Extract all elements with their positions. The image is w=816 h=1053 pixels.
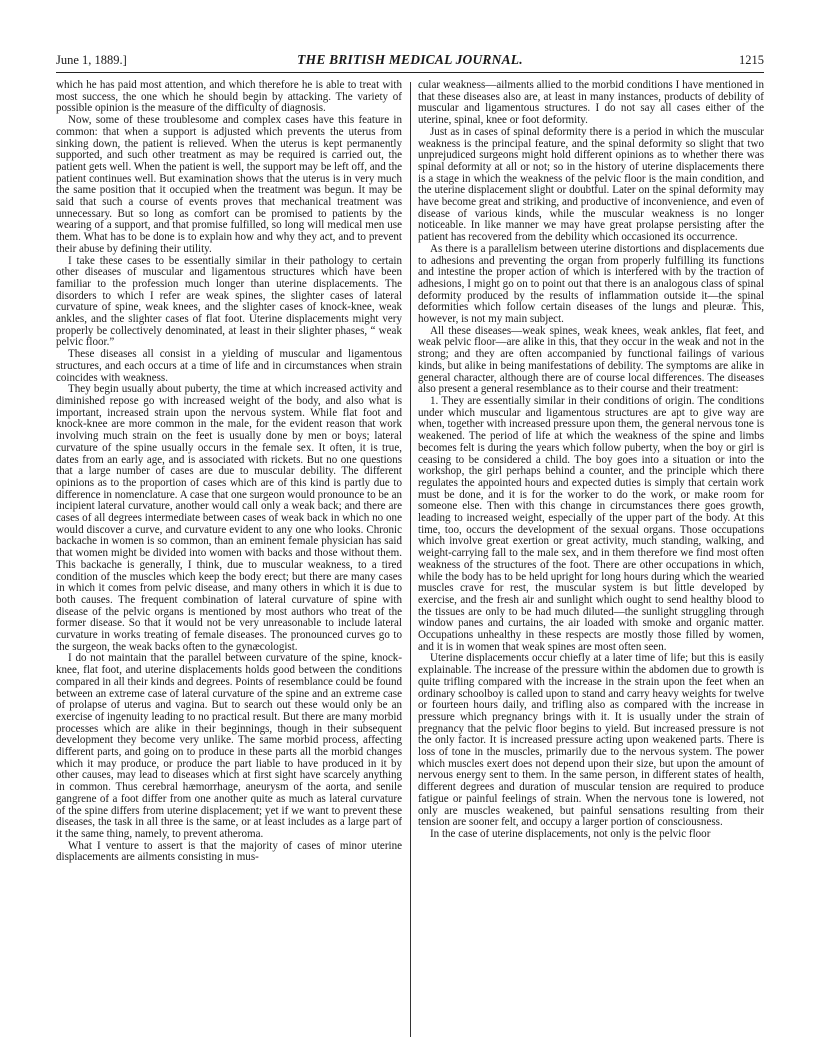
journal-title: THE BRITISH MEDICAL JOURNAL. [297,52,523,67]
paragraph: Just as in cases of spinal deformity there is a period in which the muscular weakness is the principal feature, and the spinal deformity so slight that two unprejudiced surgeons might hold different opinions as to whether there was spinal deformity at all or not; so in the history of uterine displacements there is a stage in which the weakness of the pelvic floor is the main condition, and the uterine displacement slight or doubtful. Later on the spinal deformity may have become great and striking, and productive of inconvenience, and even of disease of various kinds, while the muscular weakness is no longer noticeable. In like manner we may have great prolapse persisting after the patient has recovered from the debility which occasioned its occurrence. [418,125,764,244]
paragraph: which he has paid most attention, and which therefore he is able to treat with most success, the one which he should begin by attacking. The variety of possible opinion is the measure of the difficulty of diagnosis. [56,80,402,115]
paragraph: These diseases all consist in a yielding of muscular and ligamentous structures, and each occurs at a time of life and in circumstances when strain coincides with weakness. [56,348,402,384]
paragraph: They begin usually about puberty, the time at which increased activity and diminished repose go with increased weight of the body, and also what is important, increased strain upon the nervous system. While flat foot and knock-knee are more common in the male, for the evident reason that work involving much strain on the feet is usually done by men or boys; lateral curvature of the spine usually occurs in the female sex. It often, it is true, dates from an early age, and is associated with rickets. But no one questions that a large number of cases are due to muscular debility. The different opinions as to the proportion of cases which are of this kind is partly due to difference in nomenclature. A case that one surgeon would pronounce to be an incipient lateral curvature, another would call only a weak back; and there are cases of all degrees intermediate between cases of weak back in which no one would discover a curve, and curvature evident to any one who looks. Chronic backache in women is so common, than an eminent female physician has said that women might be divided into women with backs and those without them. This backache is generally, I think, due to muscular weakness, to a tired condition of the muscles which keep the body erect; but there are many cases in which it comes from pelvic disease, and many others in which it is due to both causes. The frequent combination of lateral curvature of spine with disease of the pelvic organs is mentioned by most authors who treat of the former disease. So that it would not be very unreasonable to include lateral curvature in works treating of female diseases. The pronounced curves go to the surgeon, the weak backs often to the gynæcologist. [56,383,402,653]
page-number: 1215 [739,53,764,67]
paragraph: Uterine displacements occur chiefly at a later time of life; but this is easily explainable. The increase of the pressure within the abdomen due to growth is quite trifling compared with the increase in the strain upon the feet when an ordinary schoolboy is called upon to stand and carry heavy weights for twelve or fourteen hours daily, and trifling also as compared with the increase in pressure which pregnancy brings with it. It is usually under the strain of pregnancy that the pelvic floor begins to yield. But increased pressure is not the only factor. It is increased pressure acting upon weakened parts. There is loss of tone in the muscles, primarily due to the nervous system. The power which muscles exert does not depend upon their size, but upon the amount of nervous energy sent to them. In the same person, in different states of health, different degrees and duration of muscular tension are required to produce fatigue or painful feelings of strain. When the nervous tone is lowered, not only are muscles weakened, but painful sensations resulting from their tension are sooner felt, and occupy a larger portion of consciousness. [418,652,764,829]
paragraph: I do not maintain that the parallel between curvature of the spine, knock-knee, flat foot, and uterine displacements holds good between the conditions compared in all their kinds and degrees. Points of resemblance could be found between an extreme case of lateral curvature of the spine and an extreme case of prolapse of uterus and vagina. But to search out these would only be an exercise of ingenuity leading to no practical result. But there are many morbid processes which are alike in their beginnings, though in their subsequent development they become very unlike. The same morbid process, affecting different parts, and going on to produce in these parts all the morbid changes which it may produce, or produce the part liable to have produced in it by other causes, may lead to diseases which at first sight have scarcely anything in common. Thus cerebral hæmorrhage, aneurysm of the aorta, and senile gangrene of a foot differ from one another quite as much as lateral curvature of the spine differs from uterine displacement; yet if we want to prevent these diseases, the task in all three is the same, or at least includes as a large part of it the same thing, namely, to prevent atheroma. [56,652,402,840]
paragraph: In the case of uterine displacements, not only is the pelvic floor [430,828,711,840]
running-header [56,52,764,73]
column-divider [410,82,411,1037]
paragraph: cular weakness—ailments allied to the morbid conditions I have mentioned in that these diseases also are, at least in many instances, products of debility of muscular and ligamentous structures. I do not say all cases either of the uterine, spinal, knee or foot deformity. [418,80,764,127]
paragraph: I take these cases to be essentially similar in their pathology to certain other diseases of muscular and ligamentous structures which have been familiar to the profession much longer than uterine displacements. The disorders to which I refer are weak spines, the slighter cases of lateral curvature of spine, weak knees, and the slighter cases of knock-knee, weak ankles, and the slighter cases of flat foot. Uterine displacements might very properly be collectively denominated, at least in their slighter phases, “ weak pelvic floor.” [56,254,402,349]
paragraph: All these diseases—weak spines, weak knees, weak ankles, flat feet, and weak pelvic floor—are alike in this, that they occur in the weak and not in the strong; and they are often accompanied by functional failings of various kinds, but alike in being manifestations of debility. The symptoms are alike in general character, although there are of course local differences. The diseases also present a general resemblance as to their course and their treatment: [418,324,764,396]
left-column [56,80,402,1040]
issue-date: June 1, 1889.] [56,53,127,67]
paragraph: What I venture to assert is that the majority of cases of minor uterine displacements are ailments consisting in mus- [56,839,402,864]
paragraph: 1. They are essentially similar in their conditions of origin. The conditions under which muscular and ligamentous structures are apt to give way are when, together with increased pressure upon them, the general nervous tone is weakened. The period of life at which the weakness of the spine and limbs becomes felt is during the years which follow puberty, when the boy or girl is ceasing to be considered a child. The boy goes into a situation or into the workshop, the girl perhaps behind a counter, and the principle which there regulates the appointed hours and expected duties is simply that certain work must be done, and it is for the worker to do the work, or make room for someone else. Then with this change in circumstances there goes growth, leading to increased weight, especially of the upper part of the body. At this time, too, occurs the development of the sexual organs. Those occupations which involve great exertion or great activity, much standing, walking, and weight-carrying fall to the male sex, and in them therefore we find most often weakness of the structures of the foot. There are other occupations in which, while the body has to be held upright for long hours during which the wearied muscles crave for rest, the muscular system is but little developed by exercise, and the fresh air and sunlight which ought to send healthy blood to the tissues are only to be had much diluted—the sunlight struggling through window panes and curtains, the air loaded with smoke and organic matter. Occupations unhealthy in these respects are mostly those filled by women, and it is in women that weak spines are most often seen. [418,394,764,653]
paragraph: As there is a parallelism between uterine distortions and displacements due to adhesions and preventing the organ from properly fulfilling its functions and intestine the proper action of which is interfered with by the traction of adhesions, I might go on to point out that there is an analogous class of spinal deformity produced by the results of inflammation outside it—the spinal deformities which follow certain diseases of the lungs and pleuræ. This, however, is not my main subject. [418,242,764,326]
paragraph: Now, some of these troublesome and complex cases have this feature in common: that when a support is adjusted which prevents the uterus from sinking down, the patient is relieved. When the uterus is kept permanently supported, and such other treatment as may be required is carried out, the patient gets well. When the patient is well, the support may be left off, and the patient continues well. But examination shows that the uterus is in very much the same position that it occupied when the treatment was begun. It may be said that such a course of events proves that mechanical treatment was unnecessary. But so long as comfort can be promised to patients by the wearing of a support, and that promise fulfilled, so long will medical men use them. What has to be done is to explain how and why they act, and to prevent their abuse by defining their utility. [56,114,402,255]
right-column [418,80,764,1040]
